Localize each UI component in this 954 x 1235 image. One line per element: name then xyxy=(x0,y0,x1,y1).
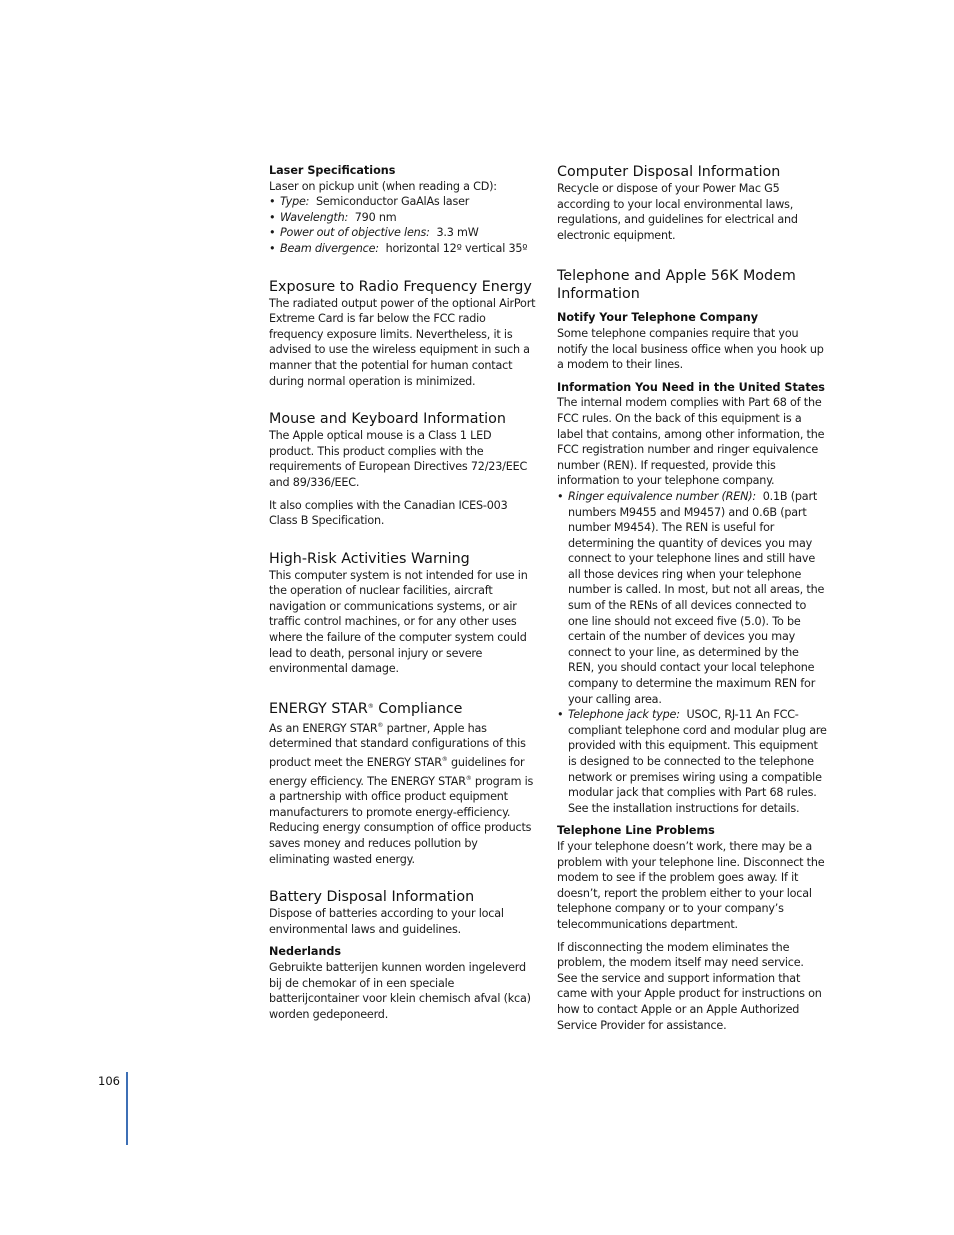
radio-frequency-heading: Exposure to Radio Frequency Energy xyxy=(269,278,532,295)
laser-spec-label: Power out of objective lens: xyxy=(280,226,430,240)
us-info-heading: Information You Need in the United States xyxy=(557,380,825,394)
computer-disposal-section xyxy=(557,163,827,243)
laser-spec-item xyxy=(269,241,539,257)
notify-telephone-body: Some telephone companies require that you notify the local business office when you hook up a modem to their lines. xyxy=(557,326,824,372)
laser-spec-value: 3.3 mW xyxy=(436,226,479,240)
line-problems-body: If your telephone doesn’t work, there may be a problem with your telephone line. Disconnect the modem to see if the problem goes away. If it doesn’t, report the problem either to your local telephone company or to your company’s telecommunications department. xyxy=(557,839,825,931)
radio-frequency-section xyxy=(269,278,539,390)
energy-star-section xyxy=(269,698,539,867)
laser-spec-item xyxy=(269,225,539,241)
laser-spec-item xyxy=(269,194,539,210)
laser-spec-list xyxy=(269,194,539,256)
high-risk-body: This computer system is not intended for use in the operation of nuclear facilities, aircraft navigation or communications systems, or air traffic control machines, or for any other uses where the failure of the computer system could lead to death, personal injury or severe environmental damage. xyxy=(269,568,528,676)
page-number: 106 xyxy=(98,1074,120,1088)
modem-spec-label: Telephone jack type: xyxy=(568,708,680,722)
battery-disposal-body: Dispose of batteries according to your local environmental laws and guidelines. xyxy=(269,907,504,936)
modem-spec-label: Ringer equivalence number (REN): xyxy=(568,489,756,503)
laser-spec-item xyxy=(269,210,539,226)
nederlands-heading: Nederlands xyxy=(269,945,342,959)
computer-disposal-heading: Computer Disposal Information xyxy=(557,164,781,180)
computer-disposal-body: Recycle or dispose of your Power Mac G5 according to your local environmental laws, regulations, and guidelines for electrical and electronic equipment. xyxy=(557,182,798,242)
modem-spec-list xyxy=(557,489,827,816)
right-column xyxy=(557,163,827,1033)
mouse-keyboard-heading: Mouse and Keyboard Information xyxy=(269,411,506,428)
laser-specifications-section xyxy=(269,163,539,257)
modem-spec-value: 0.1B (part numbers M9455 and M9457) and 0.6B (part number M9454). The REN is useful for determining the quantity of devices you may connect to your telephone lines and still have all those devices ring when your telephone number is called. In most, but not all areas, the sum of the RENs of all devices connected to one line should not exceed five (5.0). To be certain of the number of devices you may connect to your line, as determined by the REN, you should contact your local telephone company to determine the maximum REN for your calling area. xyxy=(568,489,825,706)
laser-spec-value: Semiconductor GaAlAs laser xyxy=(315,195,470,209)
modem-spec-value: USOC, RJ-11 An FCC-compliant telephone cord and modular plug are provided with this equipment. This equipment is designed to be connected to the telephone network or premises wiring using a compatible modular jack that complies with Part 68 rules. See the installation instructions for details. xyxy=(568,708,827,815)
energy-star-heading: ENERGY STAR® Compliance xyxy=(269,700,463,717)
line-problems-service-body: If disconnecting the modem eliminates the problem, the modem itself may need service. See the service and support information that came with your Apple product for instructions on how to contact Apple or an Apple Authorized Service Provider for assistance. xyxy=(557,940,822,1032)
mouse-keyboard-body: The Apple optical mouse is a Class 1 LED product. This product complies with the requirements of European Directives 72/23/EEC and 89/336/EEC. xyxy=(269,429,528,489)
laser-spec-value: 790 nm xyxy=(354,210,397,224)
laser-specifications-heading: Laser Specifications xyxy=(269,164,396,177)
battery-disposal-section xyxy=(269,888,539,1022)
laser-spec-label: Wavelength: xyxy=(280,210,349,224)
laser-spec-value: horizontal 12º vertical 35º xyxy=(385,241,528,255)
page-margin-rule xyxy=(126,1072,128,1145)
mouse-keyboard-canada-body: It also complies with the Canadian ICES-003 Class B Specification. xyxy=(269,498,508,528)
modem-spec-item xyxy=(557,707,827,816)
laser-intro: Laser on pickup unit (when reading a CD): xyxy=(269,179,497,193)
energy-star-body: As an ENERGY STAR® partner, Apple has determined that standard configurations of this product meet the ENERGY STAR® guidelines for energy efficiency. The ENERGY STAR® program is a partnership with office product equipment manufacturers to promote energy-efficiency. Reducing energy consumption of office products saves money and reduces pollution by eliminating wasted energy. xyxy=(269,721,534,866)
high-risk-heading: High-Risk Activities Warning xyxy=(269,550,470,567)
line-problems-heading: Telephone Line Problems xyxy=(557,824,715,838)
laser-spec-label: Beam divergence: xyxy=(280,241,379,255)
telephone-modem-heading: Telephone and Apple 56K Modem Information xyxy=(557,268,796,303)
notify-telephone-heading: Notify Your Telephone Company xyxy=(557,311,759,325)
left-column xyxy=(269,163,539,1022)
radio-frequency-body: The radiated output power of the optional AirPort Extreme Card is far below the FCC radio frequency exposure limits. Nevertheless, it is advised to use the wireless equipment in such a manner that the potential for human contact during normal operation is minimized. xyxy=(269,296,536,388)
nederlands-body: Gebruikte batterijen kunnen worden ingeleverd bij de chemokar of in een speciale batterijcontainer voor klein chemisch afval (kca) worden gedeponeerd. xyxy=(269,960,531,1021)
modem-spec-item xyxy=(557,489,827,707)
telephone-modem-section xyxy=(557,267,827,1033)
high-risk-section xyxy=(269,550,539,677)
laser-spec-label: Type: xyxy=(280,195,310,209)
mouse-keyboard-section xyxy=(269,410,539,529)
battery-disposal-heading: Battery Disposal Information xyxy=(269,889,475,906)
us-info-body: The internal modem complies with Part 68 of the FCC rules. On the back of this equipment is a label that contains, among other information, the FCC registration number and ringer equivalence number (REN). If requested, provide this information to your telephone company. xyxy=(557,396,825,488)
